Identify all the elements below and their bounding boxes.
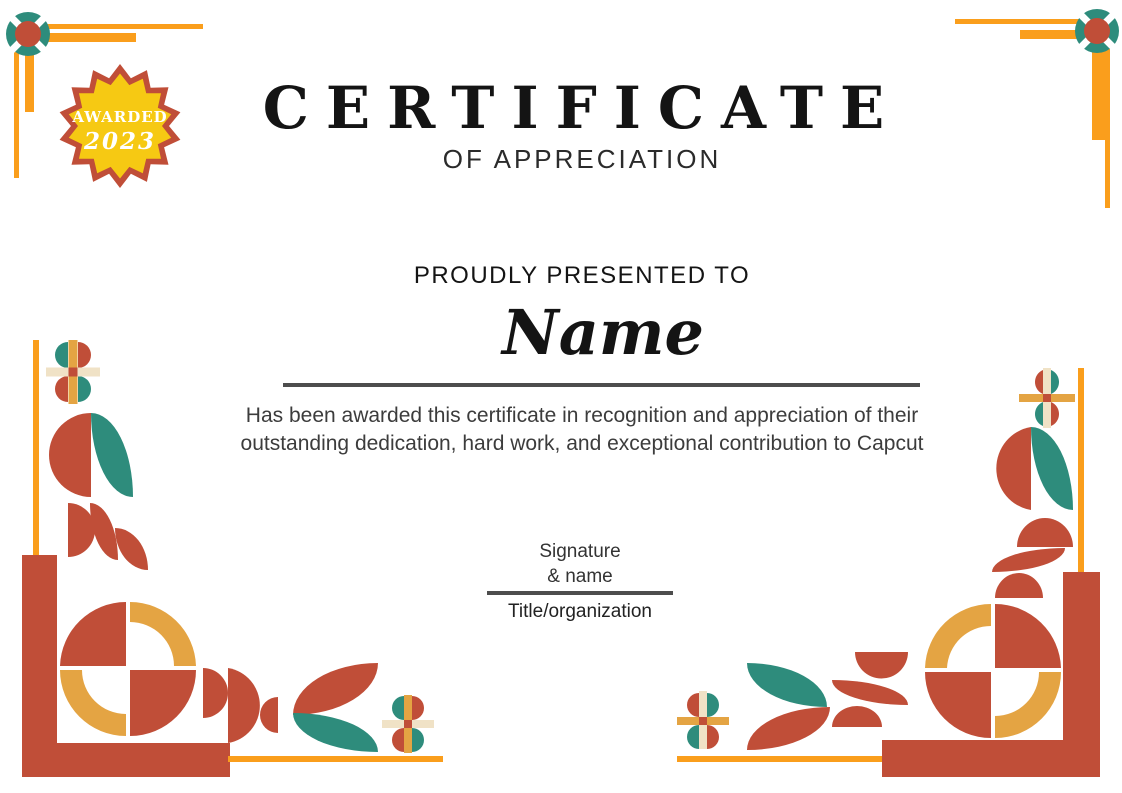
presented-to-label: PROUDLY PRESENTED TO bbox=[413, 262, 751, 289]
certificate-title: CERTIFICATE bbox=[262, 74, 902, 142]
bottom-right-ornament bbox=[650, 330, 1122, 793]
signature-line bbox=[487, 591, 673, 595]
recipient-name: Name bbox=[502, 296, 704, 369]
pinwheel-flower-icon bbox=[1070, 4, 1122, 57]
signature-label-line1: Signature bbox=[539, 541, 621, 562]
badge-label: AWARDED bbox=[72, 108, 168, 126]
pinwheel-flower-icon bbox=[46, 340, 100, 404]
signature-title-label: Title/organization bbox=[508, 601, 652, 622]
pinwheel-flower-icon bbox=[1, 7, 54, 60]
badge-year: 2023 bbox=[83, 128, 156, 155]
pinwheel-flower-icon bbox=[1019, 368, 1075, 428]
pinwheel-flower-icon bbox=[382, 695, 434, 753]
certificate-subtitle: OF APPRECIATION bbox=[442, 144, 722, 174]
body-text-line2: outstanding dedication, hard work, and exceptional contribution to Capcut bbox=[240, 432, 924, 455]
signature-label-line2: & name bbox=[547, 566, 613, 587]
bottom-left-ornament bbox=[0, 330, 450, 793]
pinwheel-flower-icon bbox=[677, 691, 729, 749]
body-text-line1: Has been awarded this certificate in recognition and appreciation of their bbox=[245, 404, 919, 427]
